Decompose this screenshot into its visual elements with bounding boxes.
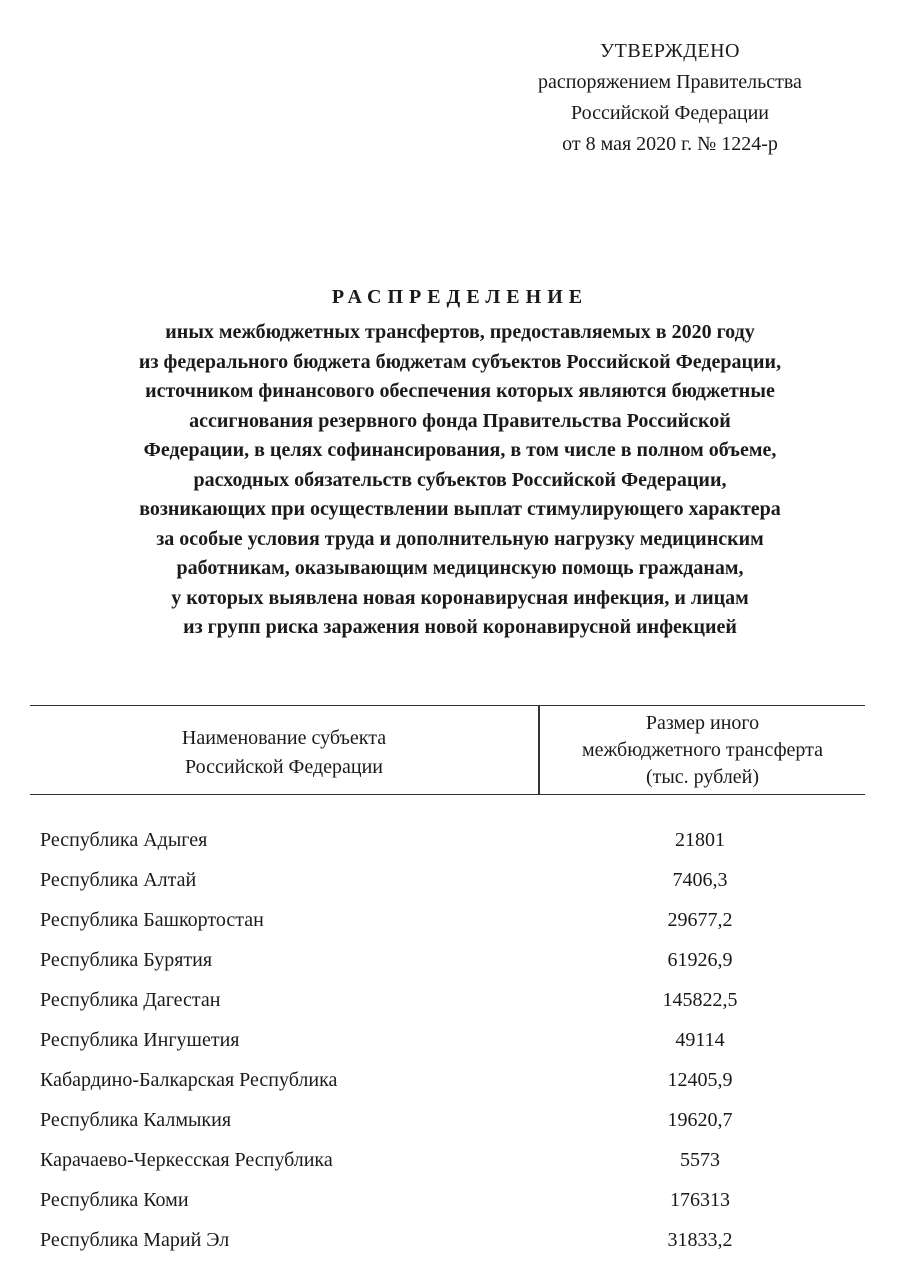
transfer-amount: 7406,3 bbox=[672, 869, 728, 891]
subtitle-line: у которых выявлена новая коронавирусная инфекция, и лицам bbox=[171, 586, 749, 609]
region-name: Республика Алтай bbox=[40, 869, 197, 891]
transfer-amount: 19620,7 bbox=[667, 1109, 733, 1131]
region-name: Республика Башкортостан bbox=[40, 909, 264, 931]
transfer-amount: 49114 bbox=[675, 1029, 725, 1051]
transfer-amount: 145822,5 bbox=[662, 989, 738, 1011]
subtitle-line: из групп риска заражения новой коронавирусной инфекцией bbox=[183, 616, 737, 638]
table-row bbox=[40, 940, 880, 980]
table-row bbox=[40, 1180, 880, 1220]
region-name: Карачаево-Черкесская Республика bbox=[40, 1149, 333, 1171]
transfer-amount: 31833,2 bbox=[667, 1229, 733, 1251]
transfer-amount: 29677,2 bbox=[667, 909, 733, 931]
header-transfer-amount bbox=[540, 710, 865, 791]
region-name: Республика Ингушетия bbox=[40, 1029, 240, 1051]
table-row bbox=[40, 820, 880, 860]
approval-stamp bbox=[500, 36, 840, 160]
subtitle-line: ассигнования резервного фонда Правительства Российской bbox=[189, 409, 731, 432]
header-region-name-line2: Российской Федерации bbox=[184, 756, 384, 778]
region-name: Республика Адыгея bbox=[40, 829, 208, 851]
region-name: Республика Калмыкия bbox=[40, 1109, 232, 1131]
table-row bbox=[40, 1100, 880, 1140]
subtitle-line: источником финансового обеспечения которых являются бюджетные bbox=[145, 380, 775, 402]
document-title: РАСПРЕДЕЛЕНИЕ bbox=[331, 286, 589, 308]
subtitle-line: иных межбюджетных трансфертов, предоставляемых в 2020 году bbox=[165, 321, 755, 343]
transfer-amount: 176313 bbox=[670, 1189, 730, 1211]
table-row bbox=[40, 1020, 880, 1060]
approval-title: УТВЕРЖДЕНО bbox=[599, 40, 741, 62]
table-row bbox=[40, 1140, 880, 1180]
approval-country: Российской Федерации bbox=[570, 102, 770, 124]
region-name: Республика Коми bbox=[40, 1189, 189, 1211]
subtitle-line: расходных обязательств субъектов Российской Федерации, bbox=[193, 468, 727, 491]
table-header bbox=[30, 705, 865, 795]
table-row bbox=[40, 1220, 880, 1260]
header-transfer-line1: Размер иного bbox=[645, 712, 760, 734]
table-row bbox=[40, 980, 880, 1020]
region-name: Кабардино-Балкарская Республика bbox=[40, 1069, 338, 1091]
table-row bbox=[40, 1060, 880, 1100]
table-row bbox=[40, 860, 880, 900]
header-transfer-line3: (тыс. рублей) bbox=[645, 766, 760, 788]
transfer-amount: 61926,9 bbox=[667, 949, 733, 971]
subtitle-line: из федерального бюджета бюджетам субъектов Российской Федерации, bbox=[138, 350, 782, 373]
subtitle-line: возникающих при осуществлении выплат стимулирующего характера bbox=[139, 498, 781, 520]
header-region-name bbox=[30, 724, 538, 782]
subtitle-line: за особые условия труда и дополнительную нагрузку медицинским bbox=[156, 527, 764, 550]
transfer-amount: 12405,9 bbox=[667, 1069, 733, 1091]
subtitle-line: Федерации, в целях софинансирования, в том числе в полном объеме, bbox=[143, 439, 777, 461]
region-name: Республика Дагестан bbox=[40, 989, 221, 1011]
table-body bbox=[40, 820, 880, 1260]
approval-date-number: от 8 мая 2020 г. № 1224-р bbox=[562, 133, 778, 155]
transfer-amount: 21801 bbox=[675, 829, 725, 851]
region-name: Республика Марий Эл bbox=[40, 1229, 230, 1251]
document-subtitle bbox=[20, 318, 900, 643]
region-name: Республика Бурятия bbox=[40, 949, 213, 971]
header-transfer-line2: межбюджетного трансферта bbox=[581, 739, 824, 761]
approval-authority: распоряжением Правительства bbox=[538, 71, 802, 93]
header-region-name-line1: Наименование субъекта bbox=[181, 727, 387, 749]
subtitle-line: работникам, оказывающим медицинскую помощь гражданам, bbox=[176, 557, 744, 579]
transfer-amount: 5573 bbox=[680, 1149, 720, 1171]
table-row bbox=[40, 900, 880, 940]
